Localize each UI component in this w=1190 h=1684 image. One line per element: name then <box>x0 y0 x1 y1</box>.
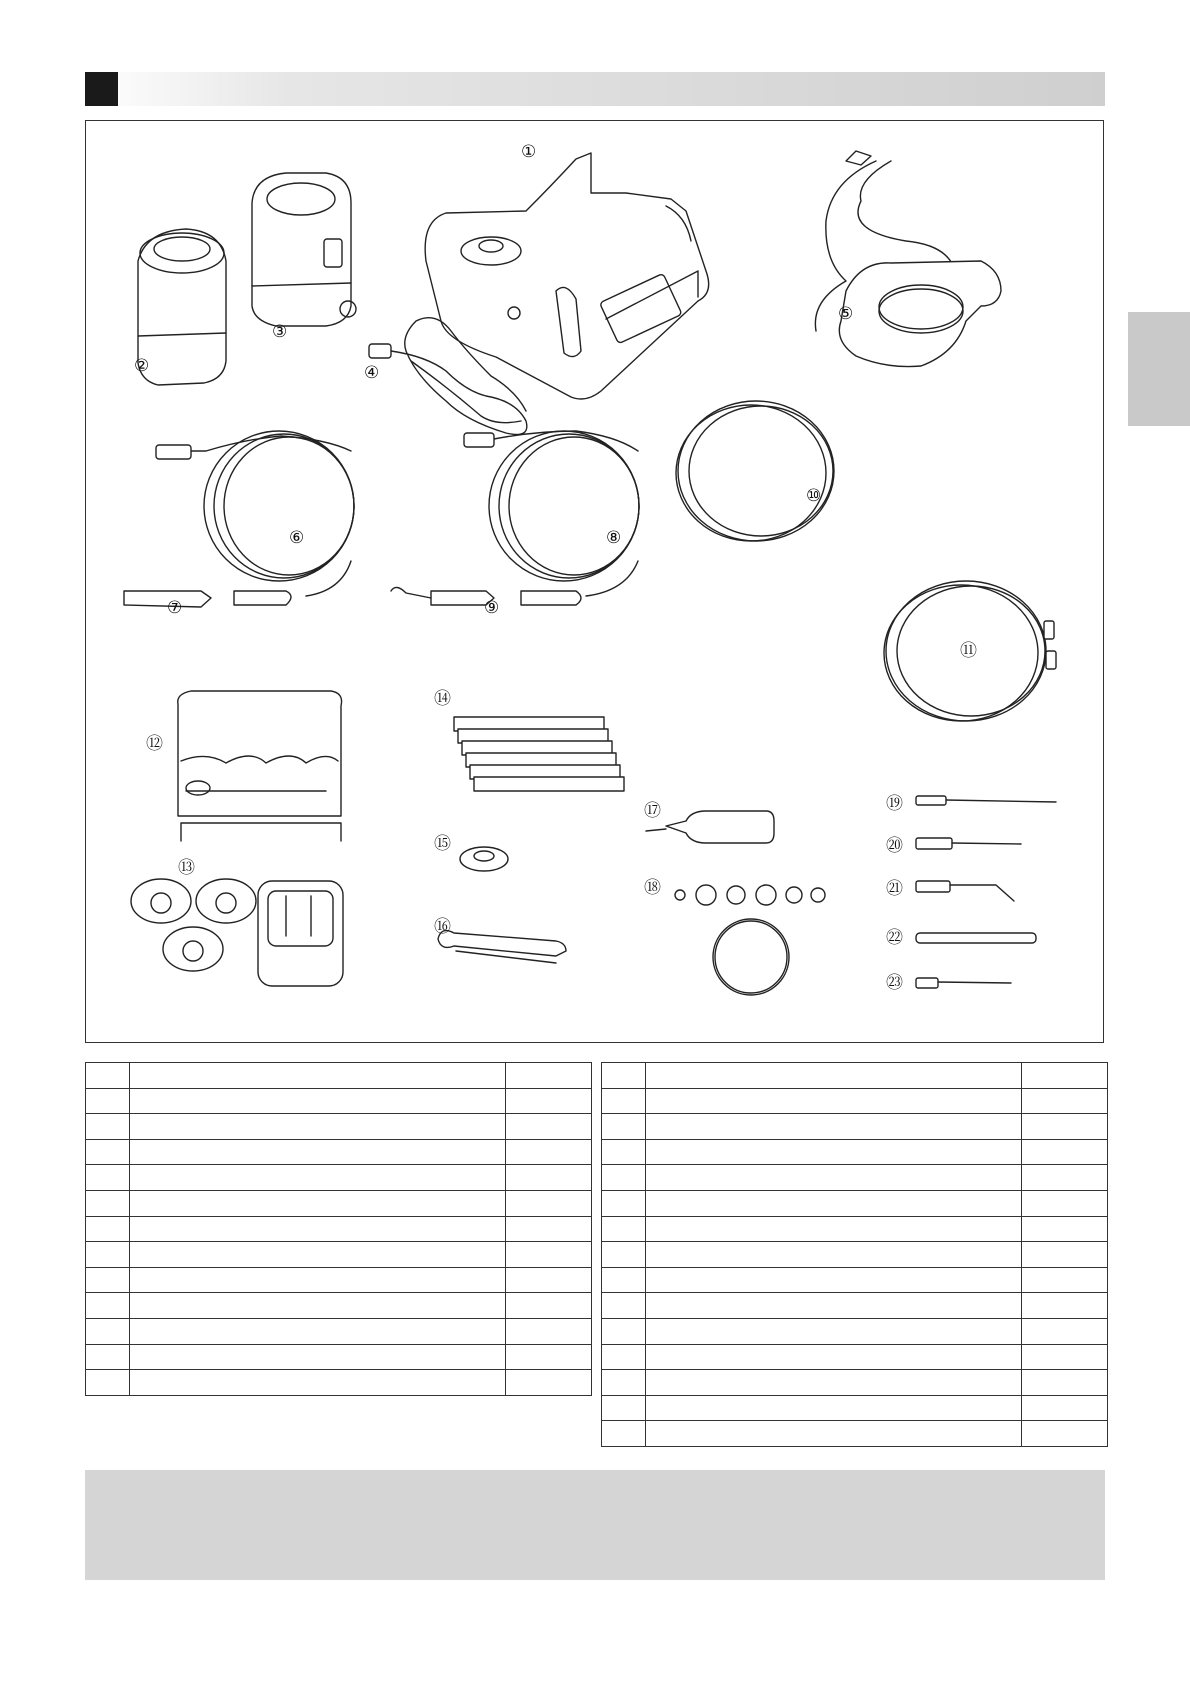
callout-8: ⑧ <box>606 528 622 548</box>
cell-description <box>646 1114 1022 1140</box>
cell-no <box>602 1216 646 1242</box>
cell-description <box>646 1395 1022 1421</box>
cell-qty <box>1022 1088 1108 1114</box>
cell-qty <box>506 1216 592 1242</box>
table-row <box>602 1395 1108 1421</box>
cell-description <box>130 1318 506 1344</box>
tube-a-drawing <box>676 401 834 541</box>
table-row <box>602 1421 1108 1447</box>
callout-17: ⑰ <box>644 801 661 821</box>
cell-description <box>646 1216 1022 1242</box>
cell-description <box>646 1242 1022 1268</box>
cell-description <box>646 1370 1022 1396</box>
table-row <box>602 1242 1108 1268</box>
table-row <box>86 1165 592 1191</box>
cell-no <box>602 1370 646 1396</box>
cell-no <box>86 1088 130 1114</box>
wrench-drawing <box>438 931 566 963</box>
table-row <box>602 1190 1108 1216</box>
cell-description <box>130 1216 506 1242</box>
table-row <box>602 1267 1108 1293</box>
table-row <box>86 1318 592 1344</box>
cell-no <box>602 1139 646 1165</box>
table-row <box>86 1114 592 1140</box>
callout-7: ⑦ <box>167 598 183 618</box>
cell-no <box>602 1421 646 1447</box>
table-row <box>86 1063 592 1089</box>
callout-11: ⑪ <box>960 641 977 661</box>
water-bottle-b-drawing <box>252 173 356 326</box>
callout-23: ㉓ <box>886 973 903 993</box>
oil-bottle-drawing <box>646 811 774 843</box>
cell-no <box>602 1088 646 1114</box>
table-row <box>602 1139 1108 1165</box>
cell-description <box>646 1088 1022 1114</box>
nut-drawing <box>460 847 508 871</box>
cell-description <box>646 1318 1022 1344</box>
callout-10: ⑩ <box>806 486 822 506</box>
cell-qty <box>506 1063 592 1089</box>
callout-22: ㉒ <box>886 928 903 948</box>
cell-qty <box>506 1370 592 1396</box>
callout-18: ⑱ <box>644 878 661 898</box>
cell-qty <box>506 1190 592 1216</box>
callout-1: ① <box>521 142 537 162</box>
cell-no <box>602 1190 646 1216</box>
cell-qty <box>1022 1114 1108 1140</box>
cleaning-wire-drawings <box>916 796 1056 988</box>
cell-description <box>130 1267 506 1293</box>
cell-description <box>130 1344 506 1370</box>
callout-19: ⑲ <box>886 794 903 814</box>
table-row <box>86 1088 592 1114</box>
section-marker <box>85 72 118 106</box>
chapter-tab <box>1128 312 1190 426</box>
cell-description <box>130 1293 506 1319</box>
foot-control-drawing <box>815 151 1001 367</box>
table-row <box>602 1370 1108 1396</box>
cell-description <box>130 1063 506 1089</box>
cell-qty <box>1022 1344 1108 1370</box>
cell-qty <box>506 1139 592 1165</box>
cell-qty <box>506 1165 592 1191</box>
callout-16: ⑯ <box>434 917 451 937</box>
parts-table-left <box>85 1062 592 1396</box>
cell-qty <box>506 1114 592 1140</box>
table-row <box>86 1139 592 1165</box>
cell-no <box>86 1267 130 1293</box>
cell-no <box>86 1063 130 1089</box>
cell-qty <box>506 1088 592 1114</box>
callout-21: ㉑ <box>886 879 903 899</box>
parts-table-right <box>601 1062 1108 1447</box>
table-row <box>86 1293 592 1319</box>
cell-no <box>602 1242 646 1268</box>
handpiece-cord-drawing <box>156 431 354 605</box>
cell-description <box>646 1421 1022 1447</box>
cell-description <box>646 1293 1022 1319</box>
cell-description <box>130 1114 506 1140</box>
cell-no <box>86 1344 130 1370</box>
cell-qty <box>1022 1395 1108 1421</box>
cell-description <box>646 1063 1022 1089</box>
cell-description <box>130 1139 506 1165</box>
callout-20: ⑳ <box>886 836 903 856</box>
cell-qty <box>506 1344 592 1370</box>
cell-no <box>86 1165 130 1191</box>
table-row <box>602 1216 1108 1242</box>
cell-description <box>130 1190 506 1216</box>
sleeves-drawing <box>454 717 624 791</box>
cell-no <box>602 1114 646 1140</box>
ultrasonic-cord-drawing <box>464 431 639 605</box>
callout-3: ③ <box>272 322 288 342</box>
water-bottle-a-drawing <box>138 229 226 385</box>
cell-no <box>86 1139 130 1165</box>
note-box <box>85 1470 1105 1580</box>
callout-2: ② <box>134 356 150 376</box>
cell-no <box>86 1114 130 1140</box>
table-row <box>602 1088 1108 1114</box>
cell-no <box>602 1293 646 1319</box>
cell-qty <box>1022 1370 1108 1396</box>
cell-description <box>646 1165 1022 1191</box>
cell-qty <box>1022 1242 1108 1268</box>
callout-6: ⑥ <box>289 528 305 548</box>
main-unit-drawing <box>425 153 709 399</box>
table-row <box>86 1216 592 1242</box>
table-row <box>602 1063 1108 1089</box>
cell-description <box>646 1139 1022 1165</box>
cell-qty <box>506 1267 592 1293</box>
cell-no <box>86 1242 130 1268</box>
cell-qty <box>1022 1318 1108 1344</box>
cell-qty <box>1022 1063 1108 1089</box>
callout-12: ⑫ <box>146 734 163 754</box>
cell-no <box>602 1063 646 1089</box>
callout-15: ⑮ <box>434 834 451 854</box>
cell-no <box>86 1318 130 1344</box>
cell-no <box>602 1344 646 1370</box>
handpiece-drawing <box>391 587 494 605</box>
accessories-figure <box>85 120 1104 1043</box>
cell-no <box>86 1293 130 1319</box>
table-row <box>86 1344 592 1370</box>
cell-qty <box>1022 1139 1108 1165</box>
table-row <box>602 1165 1108 1191</box>
cell-description <box>130 1242 506 1268</box>
cell-qty <box>1022 1165 1108 1191</box>
cell-description <box>646 1267 1022 1293</box>
callout-4: ④ <box>364 363 380 383</box>
callout-5: ⑤ <box>838 304 854 324</box>
cell-qty <box>1022 1421 1108 1447</box>
cell-no <box>602 1318 646 1344</box>
table-row <box>86 1190 592 1216</box>
cell-description <box>130 1165 506 1191</box>
cell-description <box>646 1190 1022 1216</box>
cell-qty <box>1022 1216 1108 1242</box>
section-header-bar <box>85 72 1105 106</box>
cell-qty <box>1022 1190 1108 1216</box>
cell-no <box>602 1395 646 1421</box>
cell-description <box>130 1370 506 1396</box>
tip-holder-drawing <box>131 879 343 986</box>
cell-no <box>602 1267 646 1293</box>
cell-qty <box>506 1242 592 1268</box>
table-row <box>602 1293 1108 1319</box>
callout-13: ⑬ <box>178 858 195 878</box>
cell-qty <box>1022 1267 1108 1293</box>
table-row <box>602 1318 1108 1344</box>
cell-no <box>86 1190 130 1216</box>
table-row <box>86 1242 592 1268</box>
accessories-illustration <box>86 121 1105 1044</box>
callout-14: ⑭ <box>434 689 451 709</box>
o-rings-drawing <box>675 885 825 995</box>
cell-no <box>86 1216 130 1242</box>
cell-qty <box>1022 1293 1108 1319</box>
table-row <box>602 1344 1108 1370</box>
table-row <box>86 1267 592 1293</box>
cell-qty <box>506 1293 592 1319</box>
tip-case-drawing <box>178 691 342 841</box>
callout-9: ⑨ <box>484 598 500 618</box>
table-row <box>86 1370 592 1396</box>
cell-description <box>130 1088 506 1114</box>
cell-no <box>602 1165 646 1191</box>
cell-qty <box>506 1318 592 1344</box>
table-row <box>602 1114 1108 1140</box>
cell-description <box>646 1344 1022 1370</box>
cell-no <box>86 1370 130 1396</box>
